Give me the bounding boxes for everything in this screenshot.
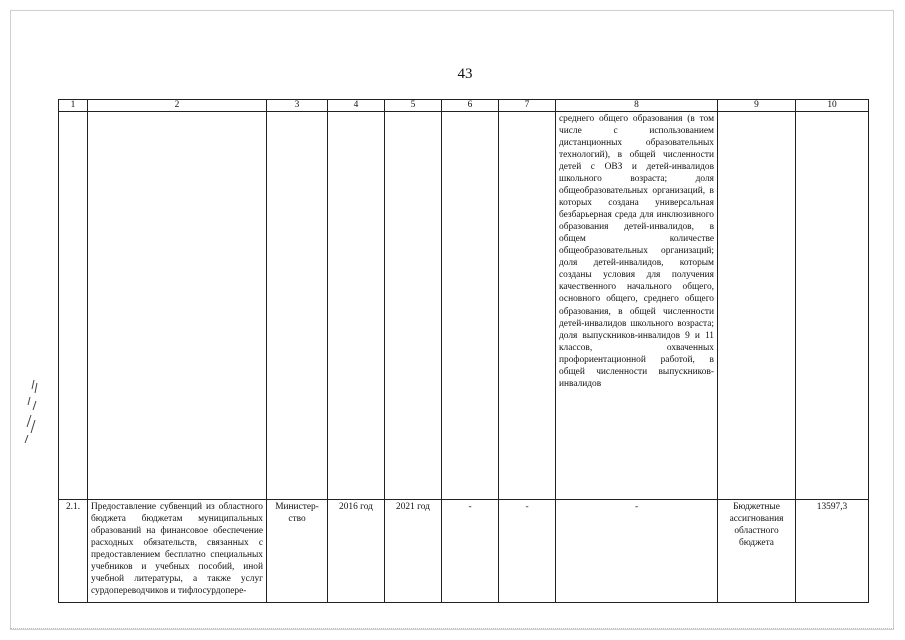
header-cell-10: 10 (796, 100, 869, 112)
cell-empty (796, 112, 869, 500)
handwritten-margin-marks (20, 375, 50, 450)
table-row-2-1 (59, 500, 869, 603)
start-year: 2016 год (328, 500, 385, 603)
cell-empty (328, 112, 385, 500)
measure-description: Предоставление субвенций из областного бюджета бюджетам муниципальных образований на финансовое обеспечение расходных обязательств, связанных с предоставлением бесплатно специальных учебников и учебных пособий, иной учебной литературы, а также услуг сурдопереводчиков и тифлосурдопере- (88, 500, 267, 603)
header-cell-1: 1 (59, 100, 88, 112)
page-number: 43 (457, 66, 473, 82)
indicators-text: среднего общего образования (в том числе с использованием дистанционных образовательных технологий), в общей численности детей с ОВЗ и детей-инвалидов школьного возраста; доля общеобразовательных организаций, в которых создана универсальная безбарьерная среда для инклюзивного образования детей-инвалидов, в общем количестве общеобразовательных организаций; доля детей-инвалидов, которым созданы условия для получения качественного начального общего, основного общего, среднего общего образования, в общей численности детей-инвалидов школьного возраста; доля выпускников-инвалидов 9 и 11 классов, охваченных профориентационной работой, в общей численности выпускников-инвалидов (556, 112, 718, 500)
executor: Министер-ство (267, 500, 328, 603)
cell-empty (88, 112, 267, 500)
header-cell-2: 2 (88, 100, 267, 112)
header-cell-4: 4 (328, 100, 385, 112)
header-row (59, 100, 869, 112)
row-number: 2.1. (59, 500, 88, 603)
table-row-continuation (59, 112, 869, 500)
header-cell-9: 9 (718, 100, 796, 112)
header-cell-5: 5 (385, 100, 442, 112)
col8-value: - (556, 500, 718, 603)
header-cell-7: 7 (499, 100, 556, 112)
col7-value: - (499, 500, 556, 603)
funding-amount: 13597,3 (796, 500, 869, 603)
header-cell-8: 8 (556, 100, 718, 112)
cell-empty (267, 112, 328, 500)
cell-empty (442, 112, 499, 500)
program-table (58, 99, 869, 603)
cell-empty (59, 112, 88, 500)
bottom-rule (10, 628, 894, 629)
cell-empty (385, 112, 442, 500)
header-cell-6: 6 (442, 100, 499, 112)
cell-empty (718, 112, 796, 500)
end-year: 2021 год (385, 500, 442, 603)
funding-source: Бюджетные ассигнования областного бюджета (718, 500, 796, 603)
header-cell-3: 3 (267, 100, 328, 112)
col6-value: - (442, 500, 499, 603)
cell-empty (499, 112, 556, 500)
